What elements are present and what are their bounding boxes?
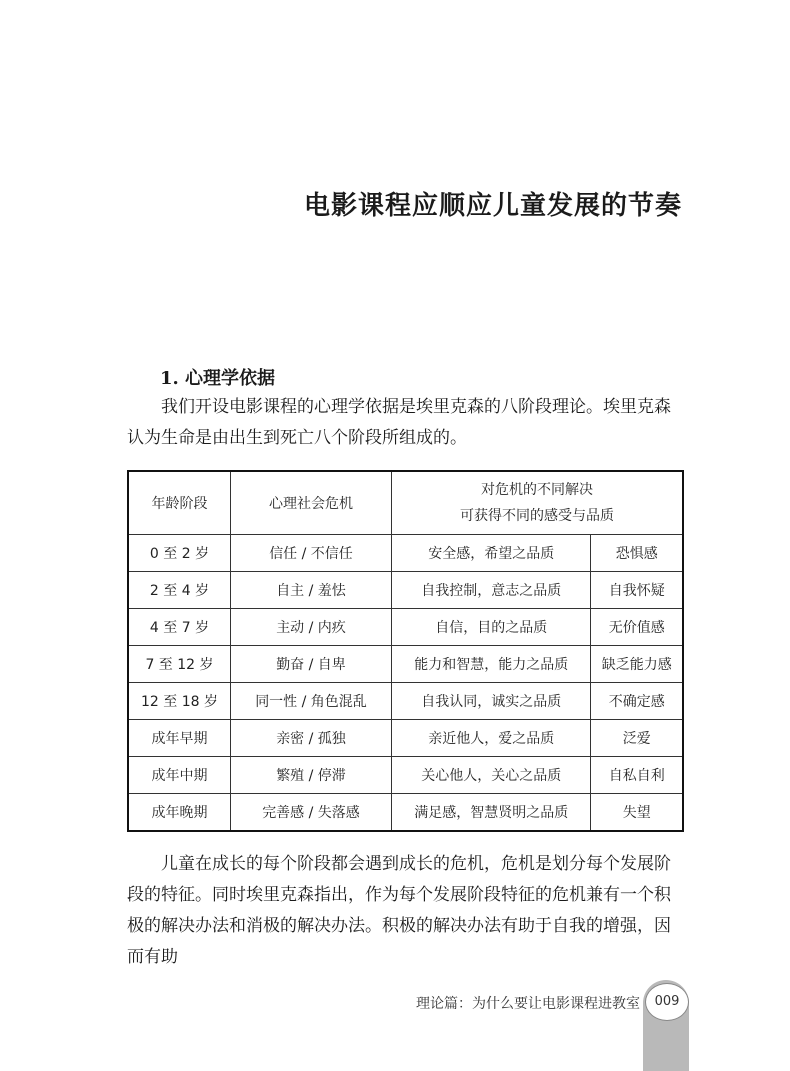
erikson-stages-table (127, 470, 684, 832)
cell-crisis: 勤奋 / 自卑 (231, 646, 392, 683)
table-row (128, 794, 683, 832)
table-row (128, 572, 683, 609)
header-resolution (392, 471, 684, 535)
cell-age: 成年中期 (128, 757, 231, 794)
header-resolution-line2: 可获得不同的感受与品质 (460, 508, 614, 524)
cell-positive-resolution: 自信，目的之品质 (392, 609, 591, 646)
cell-age: 4 至 7 岁 (128, 609, 231, 646)
cell-negative-resolution: 缺乏能力感 (591, 646, 683, 683)
cell-age: 12 至 18 岁 (128, 683, 231, 720)
cell-age: 成年晚期 (128, 794, 231, 832)
cell-positive-resolution: 能力和智慧，能力之品质 (392, 646, 591, 683)
cell-negative-resolution: 无价值感 (591, 609, 683, 646)
table-row (128, 720, 683, 757)
intro-paragraph: 我们开设电影课程的心理学依据是埃里克森的八阶段理论。埃里克森认为生命是由出生到死亡八个阶段所组成的。 (127, 397, 671, 448)
cell-age: 成年早期 (128, 720, 231, 757)
header-resolution-line1: 对危机的不同解决 (481, 482, 593, 498)
cell-crisis: 同一性 / 角色混乱 (231, 683, 392, 720)
body-paragraph: 儿童在成长的每个阶段都会遇到成长的危机，危机是划分每个发展阶段的特征。同时埃里克森指出，作为每个发展阶段特征的危机兼有一个积极的解决办法和消极的解决办法。积极的解决办法有助于自我的增强，因而有助 (127, 854, 671, 967)
page-number: 009 (645, 983, 689, 1021)
cell-positive-resolution: 满足感，智慧贤明之品质 (392, 794, 591, 832)
cell-positive-resolution: 自我认同，诚实之品质 (392, 683, 591, 720)
cell-crisis: 亲密 / 孤独 (231, 720, 392, 757)
cell-negative-resolution: 泛爱 (591, 720, 683, 757)
cell-age: 0 至 2 岁 (128, 535, 231, 572)
table-row (128, 646, 683, 683)
cell-positive-resolution: 安全感，希望之品质 (392, 535, 591, 572)
header-crisis: 心理社会危机 (231, 471, 392, 535)
cell-negative-resolution: 恐惧感 (591, 535, 683, 572)
header-age: 年龄阶段 (128, 471, 231, 535)
section-heading: 1. 心理学依据 (160, 368, 276, 389)
cell-crisis: 主动 / 内疚 (231, 609, 392, 646)
cell-age: 2 至 4 岁 (128, 572, 231, 609)
cell-positive-resolution: 关心他人，关心之品质 (392, 757, 591, 794)
running-title: 理论篇：为什么要让电影课程进教室 (416, 996, 640, 1012)
cell-crisis: 完善感 / 失落感 (231, 794, 392, 832)
table-row (128, 535, 683, 572)
table-header-row (128, 471, 683, 535)
cell-crisis: 信任 / 不信任 (231, 535, 392, 572)
cell-positive-resolution: 亲近他人，爱之品质 (392, 720, 591, 757)
cell-positive-resolution: 自我控制，意志之品质 (392, 572, 591, 609)
page-title: 电影课程应顺应儿童发展的节奏 (303, 191, 682, 222)
cell-negative-resolution: 不确定感 (591, 683, 683, 720)
cell-negative-resolution: 自私自利 (591, 757, 683, 794)
table-row (128, 609, 683, 646)
cell-negative-resolution: 失望 (591, 794, 683, 832)
table-row (128, 757, 683, 794)
cell-crisis: 自主 / 羞怯 (231, 572, 392, 609)
cell-crisis: 繁殖 / 停滞 (231, 757, 392, 794)
cell-age: 7 至 12 岁 (128, 646, 231, 683)
table-body (128, 535, 683, 832)
cell-negative-resolution: 自我怀疑 (591, 572, 683, 609)
table-row (128, 683, 683, 720)
